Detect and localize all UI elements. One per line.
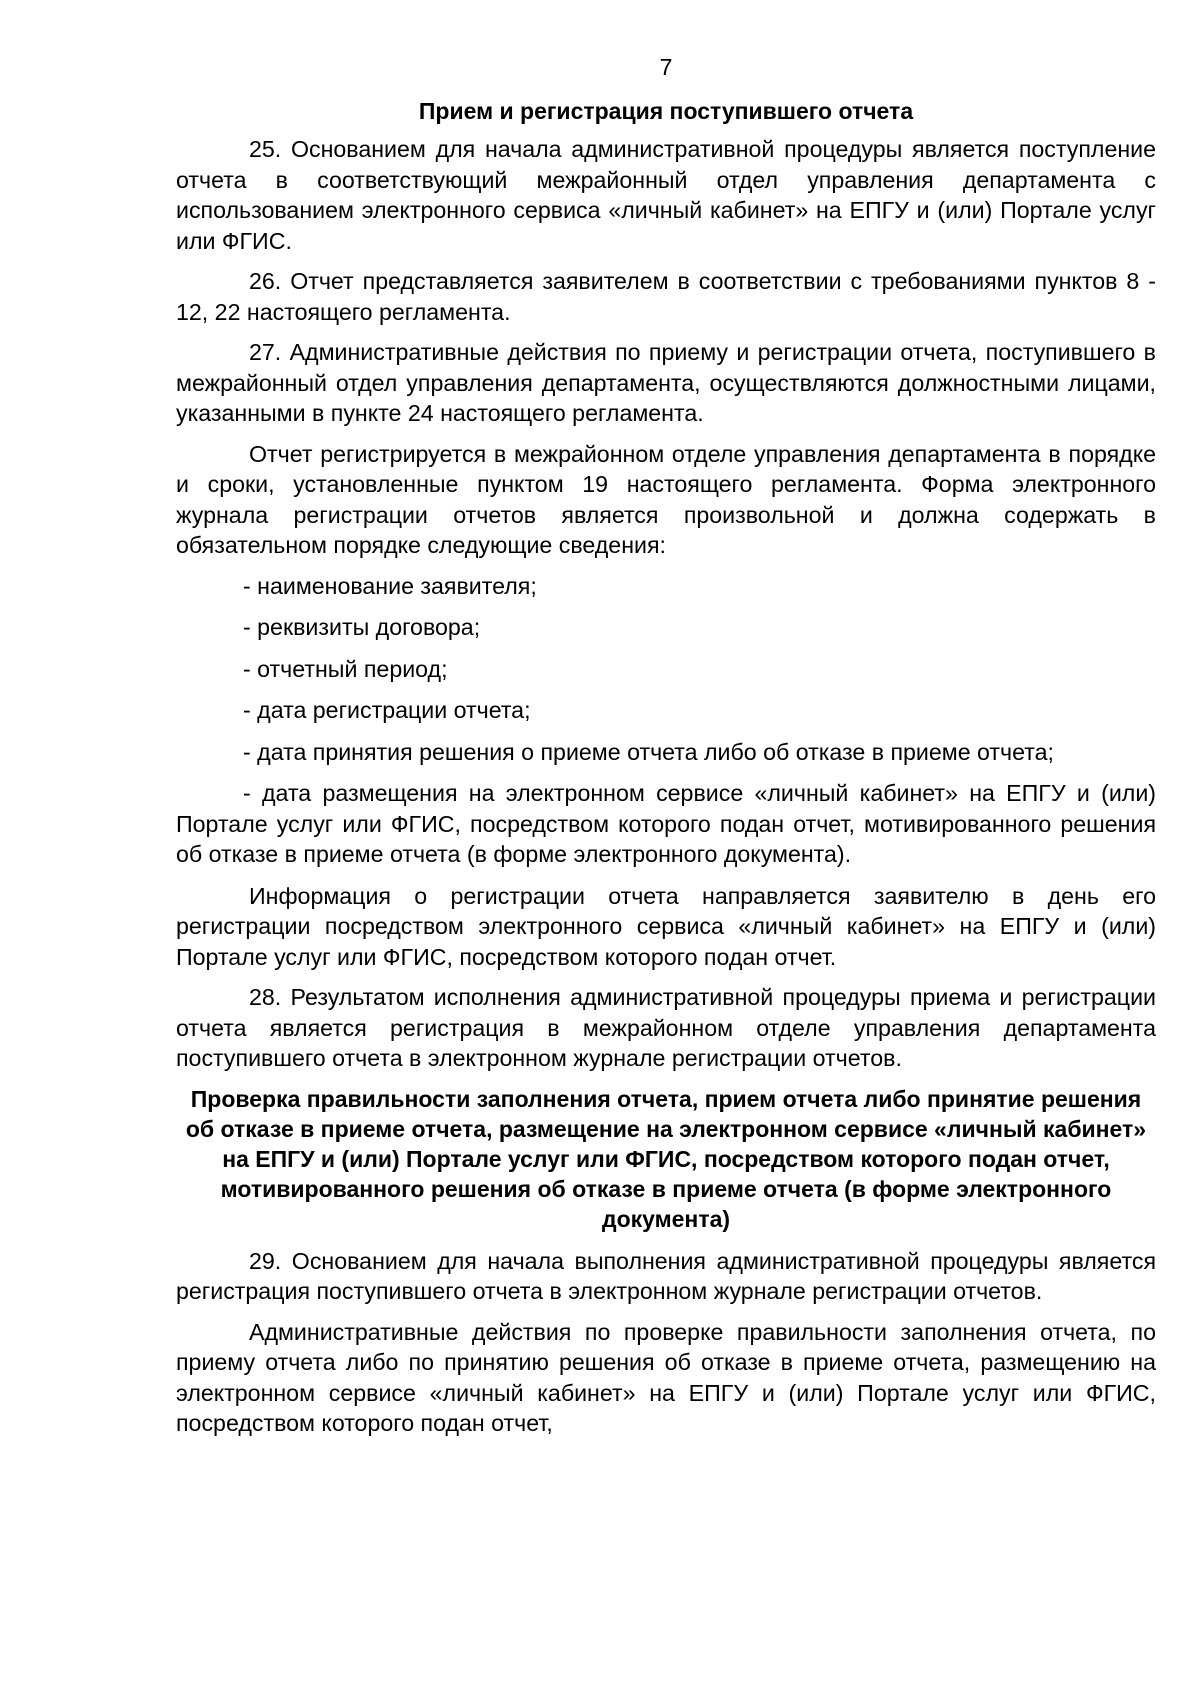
page-number: 7 — [659, 54, 673, 80]
list-item: - отчетный период; — [243, 655, 448, 682]
list-item: - наименование заявителя; — [243, 572, 537, 599]
list-item: - реквизиты договора; — [243, 614, 481, 640]
document-page — [176, 52, 1156, 1449]
list-item: - дата принятия решения о приеме отчета либо об отказе в приеме отчета; — [243, 738, 1054, 765]
paragraph-registration: Отчет регистрируется в межрайонном отделе управления департамента в порядке и сроки, установленные пунктом 19 настоящего регламента. Форма электронного журнала регистрации отчетов является произвольной и должна содержать в обязательном порядке следующие сведения: — [176, 440, 1156, 558]
paragraph-27: 27. Административные действия по приему и регистрации отчета, поступившего в межрайонный отдел управления департамента, осуществляются должностными лицами, указанными в пункте 24 настоящего регламента. — [176, 339, 1156, 426]
paragraph-administrative-actions: Административные действия по проверке правильности заполнения отчета, по приему отчета либо по принятию решения об отказе в приеме отчета, размещению на электронном сервисе «личный кабинет» на ЕПГУ и (или) Портале услуг или ФГИС, посредством которого подан отчет, — [176, 1318, 1156, 1436]
paragraph-26: 26. Отчет представляется заявителем в соответствии с требованиями пунктов 8 - 12, 22 настоящего регламента. — [176, 268, 1156, 325]
list-item: - дата регистрации отчета; — [243, 697, 531, 723]
paragraph-28: 28. Результатом исполнения административной процедуры приема и регистрации отчета является регистрация в межрайонном отделе управления департамента поступившего отчета в электронном журнале регистрации отчетов. — [176, 984, 1156, 1071]
section-heading-verification: Проверка правильности заполнения отчета, прием отчета либо принятие решения об отказе в приеме отчета, размещение на электронном сервисе «личный кабинет» на ЕПГУ и (или) Портале услуг или ФГИС, посредством которого подан отчет, мотивированного решения об отказе в приеме отчета (в форме электронного документа) — [185, 1085, 1147, 1232]
paragraph-information: Информация о регистрации отчета направляется заявителю в день его регистрации посредством электронного сервиса «личный кабинет» на ЕПГУ и (или) Портале услуг или ФГИС, посредством которого подан отчет. — [176, 882, 1156, 970]
section-heading-reception: Прием и регистрация поступившего отчета — [418, 98, 914, 124]
paragraph-25: 25. Основанием для начала административной процедуры является поступление отчета в соответствующий межрайонный отдел управления департамента с использованием электронного сервиса «личный кабинет» на ЕПГУ и (или) Портале услуг или ФГИС. — [176, 136, 1156, 254]
list-item: - дата размещения на электронном сервисе «личный кабинет» на ЕПГУ и (или) Портале услуг или ФГИС, посредством которого подан отчет, мотивированного решения об отказе в приеме отчета (в форме электронного документа). — [176, 780, 1156, 867]
paragraph-29: 29. Основанием для начала выполнения административной процедуры является регистрация поступившего отчета в электронном журнале регистрации отчетов. — [176, 1247, 1156, 1304]
